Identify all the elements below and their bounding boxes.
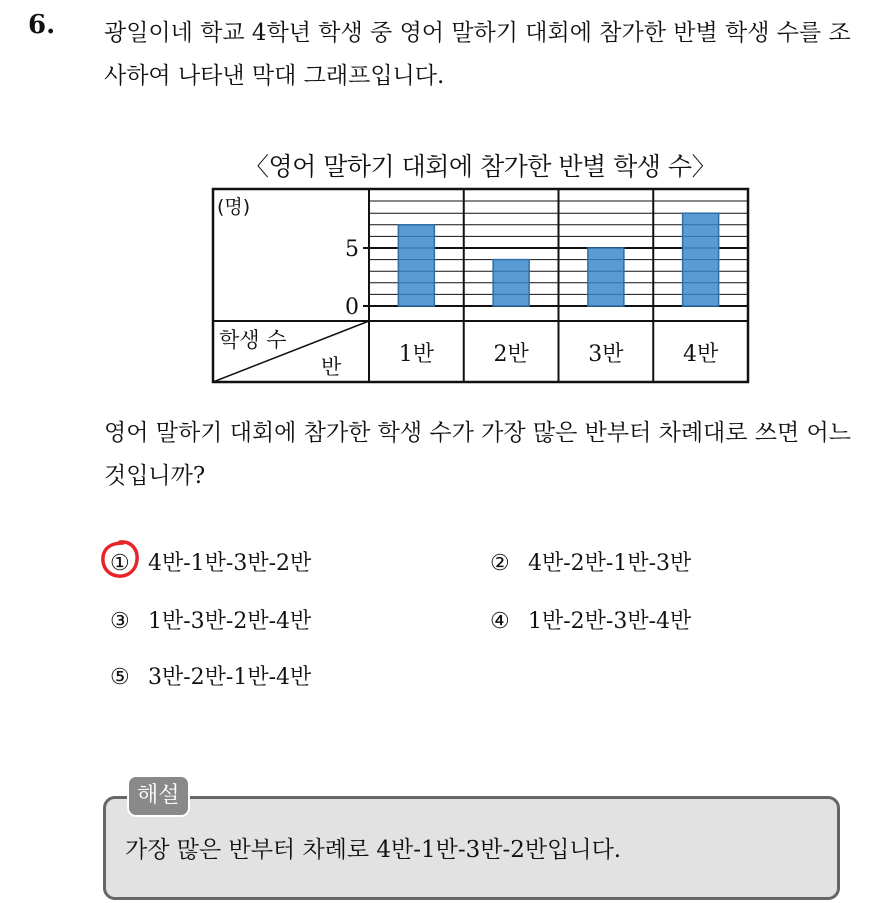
- category-label: 1반: [398, 342, 434, 367]
- option-5[interactable]: [110, 660, 311, 691]
- option-2-mark: ②: [490, 551, 510, 576]
- question-text: 광일이네 학교 4학년 학생 중 영어 말하기 대회에 참가한 반별 학생 수를 조사하여 나타낸 막대 그래프입니다.: [104, 20, 851, 89]
- solution-text: 가장 많은 반부터 차례로 4반-1반-3반-2반입니다.: [125, 837, 622, 863]
- y-tick-label: 5: [345, 237, 359, 262]
- option-4[interactable]: [490, 604, 691, 635]
- solution-tag: 해설: [127, 775, 190, 817]
- category-label: 2반: [493, 342, 529, 367]
- option-2-text: 4반-2반-1반-3반: [528, 551, 692, 576]
- option-3-mark: ③: [110, 609, 130, 634]
- option-1[interactable]: [110, 546, 311, 577]
- option-3-text: 1반-3반-2반-4반: [148, 609, 312, 634]
- chart-title: 〈영어 말하기 대회에 참가한 반별 학생 수〉: [243, 152, 717, 181]
- option-2[interactable]: [490, 546, 691, 577]
- col-header: 반: [321, 355, 342, 379]
- question-number: 6.: [28, 10, 56, 40]
- chart-frame: [213, 189, 748, 382]
- option-1-text: 4반-1반-3반-2반: [148, 551, 312, 576]
- category-label: 3반: [588, 342, 624, 367]
- option-5-text: 3반-2반-1반-4반: [148, 665, 312, 690]
- option-4-mark: ④: [490, 609, 510, 634]
- option-1-mark: ①: [110, 551, 130, 576]
- bar-1: [398, 225, 434, 306]
- question-prompt: 영어 말하기 대회에 참가한 학생 수가 가장 많은 반부터 차례대로 쓰면 어느 것입니까?: [104, 420, 851, 489]
- unit-label: (명): [217, 196, 251, 218]
- option-5-mark: ⑤: [110, 665, 130, 690]
- option-4-text: 1반-2반-3반-4반: [528, 609, 692, 634]
- option-3[interactable]: [110, 604, 311, 635]
- category-label: 4반: [683, 342, 719, 367]
- bar-3: [588, 248, 624, 306]
- y-tick-label: 0: [345, 295, 359, 320]
- row-header: 학생 수: [219, 328, 287, 352]
